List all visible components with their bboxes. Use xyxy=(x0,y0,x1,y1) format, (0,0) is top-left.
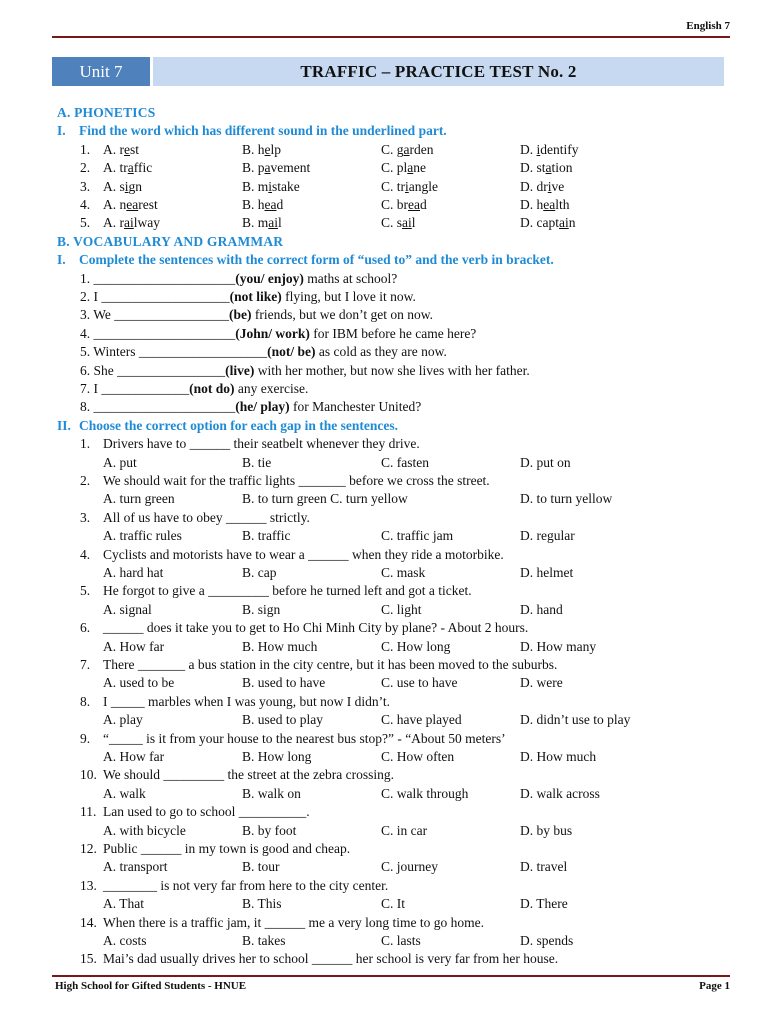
option-letter: D. xyxy=(520,215,537,231)
question-text: I _____ marbles when I was young, but now I didn’t. xyxy=(103,693,390,709)
option-post: tion xyxy=(551,160,573,176)
answer-option[interactable] xyxy=(520,196,570,214)
answer-option[interactable]: D. How many xyxy=(520,638,597,654)
item-prefix: 7. I xyxy=(80,381,102,396)
option-letter: D. xyxy=(520,141,537,157)
mc-question xyxy=(80,803,310,821)
item-rest: as cold as they are now. xyxy=(315,344,447,360)
question-text: “_____ is it from your house to the nearest bus stop?” - “About 50 meters’ xyxy=(103,730,506,746)
option-letter: C. xyxy=(381,197,397,212)
answer-option[interactable]: B. sign xyxy=(242,601,281,617)
answer-option[interactable] xyxy=(103,159,152,177)
question-text: Drivers have to ______ their seatbelt whenever they drive. xyxy=(103,436,420,452)
option-post: lway xyxy=(133,215,160,231)
answer-option[interactable]: C. journey xyxy=(381,859,438,875)
option-pre: r xyxy=(119,141,124,157)
question-number: 14. xyxy=(80,914,97,930)
option-pre: n xyxy=(119,197,127,212)
item-rest: any exercise. xyxy=(234,381,309,396)
section-b-instruction-2 xyxy=(57,417,398,435)
option-underlined: ea xyxy=(264,197,277,212)
answer-option[interactable]: D. were xyxy=(520,675,563,691)
answer-option[interactable]: B. takes xyxy=(242,933,286,948)
answer-option[interactable] xyxy=(520,141,579,159)
question-number: 3. xyxy=(80,509,91,525)
item-prefix: 1. xyxy=(80,270,94,286)
option-pre: capt xyxy=(536,215,559,231)
subject-label: English 7 xyxy=(686,20,730,32)
option-underlined: ea xyxy=(543,197,556,212)
answer-option[interactable]: D. spends xyxy=(520,933,574,948)
mc-question xyxy=(80,435,420,453)
option-post: vement xyxy=(270,160,311,176)
question-number: 12. xyxy=(80,841,97,856)
answer-option[interactable]: B. How much xyxy=(242,638,318,654)
question-text: All of us have to obey ______ strictly. xyxy=(103,509,310,525)
option-post: ve xyxy=(551,178,565,194)
option-post: ffic xyxy=(133,160,153,176)
mc-question xyxy=(80,840,350,858)
question-text: Cyclists and motorists have to wear a ______ when they ride a motorbike. xyxy=(103,546,504,562)
answer-option[interactable] xyxy=(381,159,426,177)
answer-option[interactable]: A. turn green xyxy=(103,491,175,507)
answer-option[interactable]: C. lasts xyxy=(381,933,421,948)
fill-in-item[interactable] xyxy=(80,398,421,416)
answer-option[interactable]: D. How much xyxy=(520,749,597,764)
option-underlined: ai xyxy=(124,215,134,231)
answer-option[interactable]: D. regular xyxy=(520,528,575,544)
answer-option[interactable]: B. used to play xyxy=(242,712,323,728)
option-pre: h xyxy=(536,197,544,212)
option-letter: C. xyxy=(381,141,397,157)
option-underlined: ea xyxy=(408,197,420,212)
answer-option[interactable]: C. have played xyxy=(381,712,462,728)
answer-blank: ________________ xyxy=(117,362,226,378)
answer-option[interactable] xyxy=(381,178,438,196)
option-pre: h xyxy=(257,197,265,212)
answer-option[interactable] xyxy=(381,214,416,232)
option-underlined: ai xyxy=(268,215,279,231)
answer-option[interactable]: A. used to be xyxy=(103,675,175,691)
question-text: He forgot to give a _________ before he turned left and got a ticket. xyxy=(103,583,472,599)
option-letter: B. xyxy=(242,160,258,176)
option-letter: B. xyxy=(242,215,258,231)
answer-option[interactable]: A. hard hat xyxy=(103,565,164,580)
option-underlined: a xyxy=(407,160,414,176)
footer-divider xyxy=(52,975,730,977)
answer-option[interactable]: A. How far xyxy=(103,638,165,654)
verb-hint: (be) xyxy=(229,307,252,323)
option-letter: D. xyxy=(520,197,537,212)
fill-in-item[interactable] xyxy=(80,362,530,380)
instruction-number: II. xyxy=(57,417,71,433)
option-underlined: ea xyxy=(126,197,139,212)
question-text: There _______ a bus station in the city centre, but it has been moved to the suburbs. xyxy=(103,657,558,672)
item-rest: for Manchester United? xyxy=(289,399,422,415)
section-a-instruction xyxy=(57,122,447,140)
item-rest: with her mother, but now she lives with her father. xyxy=(254,362,530,378)
instruction-number: I. xyxy=(57,123,66,139)
question-number: 10. xyxy=(80,767,97,783)
option-post: n xyxy=(568,215,576,231)
answer-option[interactable]: D. helmet xyxy=(520,565,574,580)
answer-option[interactable]: C. How long xyxy=(381,638,451,654)
option-pre: br xyxy=(396,197,409,212)
mc-question xyxy=(80,582,472,600)
answer-option[interactable] xyxy=(242,159,310,177)
answer-option[interactable]: D. put on xyxy=(520,454,571,470)
verb-hint: (John/ work) xyxy=(235,325,310,341)
answer-option[interactable]: D. to turn yellow xyxy=(520,491,613,507)
question-number: 2. xyxy=(80,160,91,176)
question-number: 3. xyxy=(80,178,91,194)
option-post: lp xyxy=(270,141,282,157)
answer-option[interactable]: D. walk across xyxy=(520,785,600,801)
option-underlined: ai xyxy=(559,215,569,231)
mc-question xyxy=(80,656,557,674)
answer-option[interactable] xyxy=(242,196,283,214)
answer-option[interactable]: B. walk on xyxy=(242,785,301,801)
question-text: When there is a traffic jam, it ______ me a very long time to go home. xyxy=(103,914,485,930)
mc-question xyxy=(80,472,490,490)
option-post: gn xyxy=(128,178,143,194)
option-letter: A. xyxy=(103,141,120,157)
answer-option[interactable]: D. didn’t use to play xyxy=(520,712,631,728)
mc-question xyxy=(80,693,390,711)
option-pre: r xyxy=(119,215,124,231)
option-underlined: a xyxy=(403,141,410,157)
question-number: 5. xyxy=(80,215,91,231)
option-pre: p xyxy=(257,160,265,176)
answer-option[interactable] xyxy=(381,196,427,214)
mc-question xyxy=(80,546,504,564)
option-pre: s xyxy=(396,215,403,231)
answer-option[interactable]: A. walk xyxy=(103,785,146,801)
answer-option[interactable]: C. in car xyxy=(381,822,428,838)
answer-option[interactable]: A. play xyxy=(103,712,143,728)
answer-option[interactable]: D. hand xyxy=(520,601,563,617)
option-pre: g xyxy=(396,141,404,157)
fill-in-item[interactable] xyxy=(80,270,397,288)
verb-hint: (he/ play) xyxy=(235,399,290,415)
answer-option[interactable]: B. by foot xyxy=(242,822,297,838)
option-underlined: i xyxy=(268,178,273,194)
question-number: 2. xyxy=(80,473,91,488)
verb-hint: (not/ be) xyxy=(267,344,316,360)
fill-in-item[interactable] xyxy=(80,288,416,306)
option-letter: B. xyxy=(242,178,258,194)
option-letter: C. xyxy=(381,215,397,231)
answer-option[interactable] xyxy=(103,196,158,214)
answer-option[interactable] xyxy=(520,178,564,196)
question-text: We should wait for the traffic lights _______ before we cross the street. xyxy=(103,473,490,488)
option-post: l xyxy=(411,215,416,231)
question-number: 9. xyxy=(80,730,91,746)
option-pre: st xyxy=(536,160,546,176)
unit-badge: Unit 7 xyxy=(52,57,150,86)
option-pre: m xyxy=(257,178,269,194)
item-rest: maths at school? xyxy=(303,270,398,286)
option-letter: A. xyxy=(103,197,120,212)
fill-in-item[interactable] xyxy=(80,380,308,398)
mc-question xyxy=(80,509,310,527)
mc-question xyxy=(80,877,388,895)
option-post: angle xyxy=(408,178,439,194)
answer-option[interactable]: C. It xyxy=(381,896,406,912)
option-underlined: a xyxy=(545,160,552,176)
option-underlined: e xyxy=(124,141,130,157)
answer-option[interactable] xyxy=(242,141,281,159)
answer-option[interactable]: D. There xyxy=(520,896,568,912)
answer-blank: _________________ xyxy=(114,307,230,323)
question-number: 6. xyxy=(80,620,91,636)
question-text: Public ______ in my town is good and cheap. xyxy=(103,841,351,856)
item-prefix: 2. I xyxy=(80,289,102,304)
verb-hint: (not like) xyxy=(229,289,282,304)
question-number: 15. xyxy=(80,951,97,967)
answer-option[interactable]: C. walk through xyxy=(381,785,469,801)
instruction-number: I. xyxy=(57,252,66,268)
option-letter: B. xyxy=(242,141,258,157)
mc-question xyxy=(80,619,528,637)
section-a-title: A. PHONETICS xyxy=(57,105,156,120)
question-number: 5. xyxy=(80,583,91,599)
answer-option[interactable]: B. tour xyxy=(242,859,280,875)
question-text: We should _________ the street at the zebra crossing. xyxy=(103,767,394,783)
answer-option[interactable]: C. mask xyxy=(381,565,426,580)
mc-question xyxy=(80,914,484,932)
verb-hint: (live) xyxy=(225,362,255,378)
answer-option[interactable]: A. with bicycle xyxy=(103,822,186,838)
mc-question xyxy=(80,730,506,748)
option-post: st xyxy=(130,141,140,157)
answer-option[interactable]: C. fasten xyxy=(381,454,429,470)
answer-option[interactable]: B. This xyxy=(242,896,282,912)
question-number: 11. xyxy=(80,804,97,820)
option-letter: C. xyxy=(381,160,397,176)
option-post: rden xyxy=(409,141,434,157)
option-pre: h xyxy=(257,141,265,157)
option-underlined: e xyxy=(264,141,271,157)
footer-school: High School for Gifted Students - HNUE xyxy=(55,980,247,992)
option-letter: A. xyxy=(103,160,120,176)
option-pre: pl xyxy=(396,160,408,176)
answer-blank: _____________________ xyxy=(93,270,236,286)
option-underlined: a xyxy=(127,160,134,176)
option-pre: s xyxy=(119,178,125,194)
answer-option[interactable] xyxy=(242,178,300,196)
option-pre: m xyxy=(257,215,269,231)
answer-option[interactable] xyxy=(520,159,573,177)
option-letter: A. xyxy=(103,178,120,194)
verb-hint: (you/ enjoy) xyxy=(235,270,304,286)
fill-in-item[interactable] xyxy=(80,325,476,343)
answer-option[interactable]: D. travel xyxy=(520,859,568,875)
question-text: Lan used to go to school __________. xyxy=(103,804,310,820)
answer-option[interactable]: A. traffic rules xyxy=(103,528,182,544)
answer-option[interactable]: B. traffic xyxy=(242,528,291,544)
fill-in-item[interactable] xyxy=(80,343,447,361)
option-underlined: a xyxy=(264,160,271,176)
item-prefix: 6. She xyxy=(80,362,118,378)
option-post: l xyxy=(278,215,282,231)
item-rest: flying, but I love it now. xyxy=(281,289,416,304)
answer-option[interactable]: B. How long xyxy=(242,749,312,764)
option-post: lth xyxy=(555,197,570,212)
answer-option[interactable]: B. cap xyxy=(242,565,277,580)
option-letter: B. xyxy=(242,197,258,212)
item-rest: friends, but we don’t get on now. xyxy=(251,307,434,323)
item-prefix: 8. xyxy=(80,399,94,415)
option-post: d xyxy=(276,197,284,212)
question-text: ________ is not very far from here to the city center. xyxy=(103,877,389,893)
answer-option[interactable] xyxy=(381,141,434,159)
answer-option[interactable]: C. traffic jam xyxy=(381,528,454,544)
item-rest: for IBM before he came here? xyxy=(309,325,477,341)
question-number: 1. xyxy=(80,436,91,452)
instruction-text: Complete the sentences with the correct form of “used to” and the verb in bracket. xyxy=(79,252,554,268)
mc-question xyxy=(80,950,558,968)
answer-option[interactable]: A. signal xyxy=(103,601,152,617)
page-title: TRAFFIC – PRACTICE TEST No. 2 xyxy=(153,57,724,86)
question-number: 1. xyxy=(80,141,91,157)
question-number: 4. xyxy=(80,197,91,212)
answer-option[interactable]: C. light xyxy=(381,601,422,617)
mc-question xyxy=(80,766,394,784)
item-prefix: 3. We xyxy=(80,307,115,323)
option-post: ne xyxy=(413,160,427,176)
item-prefix: 4. xyxy=(80,325,94,341)
option-letter: D. xyxy=(520,178,537,194)
answer-option[interactable]: A. put xyxy=(103,454,137,470)
answer-option[interactable]: B. to turn green C. turn yellow xyxy=(242,491,408,507)
answer-option[interactable] xyxy=(242,214,282,232)
answer-blank: ___________________ xyxy=(138,344,268,360)
answer-option[interactable]: B. tie xyxy=(242,454,272,470)
option-letter: D. xyxy=(520,160,537,176)
question-number: 4. xyxy=(80,546,91,562)
option-letter: C. xyxy=(381,178,397,194)
verb-hint: (not do) xyxy=(189,381,235,396)
answer-option[interactable]: A. That xyxy=(103,896,144,912)
instruction-text: Choose the correct option for each gap in the sentences. xyxy=(79,417,398,433)
question-number: 7. xyxy=(80,657,91,672)
answer-blank: _____________ xyxy=(101,381,190,396)
answer-blank: _____________________ xyxy=(93,325,236,341)
option-underlined: i xyxy=(536,141,541,157)
option-pre: dr xyxy=(536,178,548,194)
footer-page-number: Page 1 xyxy=(699,980,730,992)
fill-in-item[interactable] xyxy=(80,306,433,324)
answer-option[interactable]: C. How often xyxy=(381,749,455,764)
question-text: Mai’s dad usually drives her to school ______ her school is very far from her house. xyxy=(103,951,559,967)
question-number: 8. xyxy=(80,693,91,709)
answer-option[interactable]: A. transport xyxy=(103,859,168,875)
option-pre: tr xyxy=(396,178,406,194)
answer-option[interactable]: D. by bus xyxy=(520,822,573,838)
option-underlined: i xyxy=(547,178,552,194)
answer-option[interactable]: B. used to have xyxy=(242,675,326,691)
answer-option[interactable]: C. use to have xyxy=(381,675,458,691)
section-b-instruction-1 xyxy=(57,251,554,269)
answer-option[interactable] xyxy=(520,214,576,232)
answer-option[interactable] xyxy=(103,214,160,232)
option-underlined: i xyxy=(405,178,409,194)
option-underlined: ai xyxy=(402,215,412,231)
answer-blank: ___________________ xyxy=(101,289,230,304)
answer-option[interactable]: A. costs xyxy=(103,933,147,948)
option-post: d xyxy=(420,197,427,212)
question-number: 13. xyxy=(80,877,97,893)
option-underlined: i xyxy=(124,178,129,194)
option-post: stake xyxy=(272,178,300,194)
question-text: ______ does it take you to get to Ho Chi Minh City by plane? - About 2 hours. xyxy=(103,620,529,636)
answer-blank: _____________________ xyxy=(93,399,236,415)
option-post: rest xyxy=(138,197,158,212)
option-letter: A. xyxy=(103,215,120,231)
header-divider xyxy=(52,36,730,38)
answer-option[interactable] xyxy=(103,141,139,159)
answer-option[interactable]: A. How far xyxy=(103,749,165,764)
section-b-title: B. VOCABULARY AND GRAMMAR xyxy=(57,233,284,249)
item-prefix: 5. Winters xyxy=(80,344,139,360)
option-pre: tr xyxy=(119,160,128,176)
answer-option[interactable] xyxy=(103,178,142,196)
instruction-text: Find the word which has different sound in the underlined part. xyxy=(79,123,447,139)
option-post: dentify xyxy=(540,141,579,157)
